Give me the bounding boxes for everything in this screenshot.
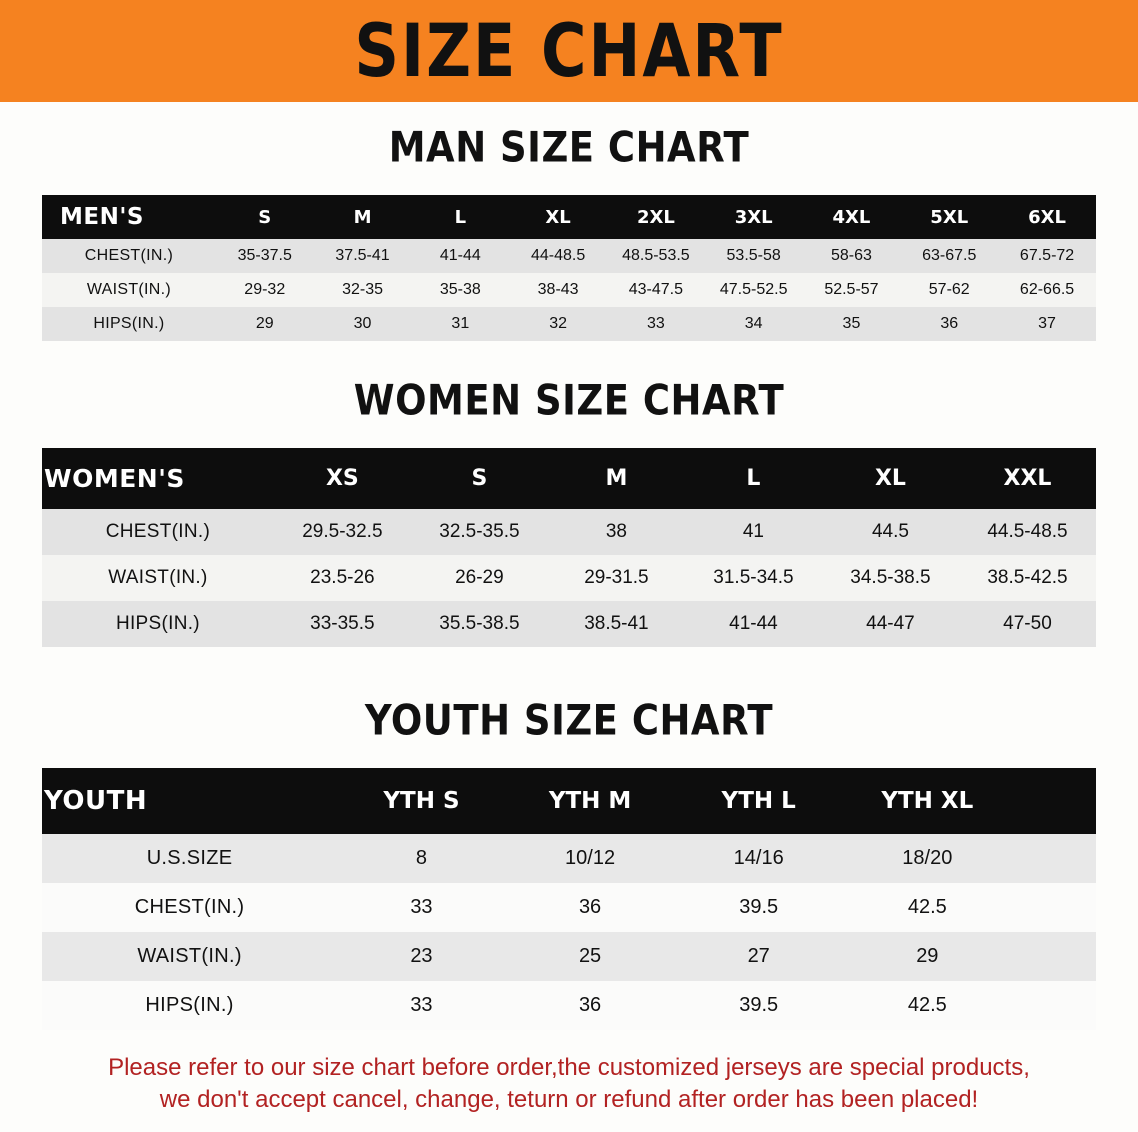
men-size-header: M bbox=[314, 195, 412, 239]
table-cell: 47.5-52.5 bbox=[705, 273, 803, 307]
youth-size-header: YTH M bbox=[506, 768, 675, 834]
table-cell: 36 bbox=[506, 883, 675, 932]
table-cell: 23.5-26 bbox=[274, 555, 411, 601]
row-label: WAIST(IN.) bbox=[42, 932, 337, 981]
table-cell: 38 bbox=[548, 509, 685, 555]
men-size-header: L bbox=[411, 195, 509, 239]
table-cell: 26-29 bbox=[411, 555, 548, 601]
table-cell: 31.5-34.5 bbox=[685, 555, 822, 601]
table-cell: 36 bbox=[900, 307, 998, 341]
youth-size-table bbox=[42, 768, 1096, 1030]
table-row bbox=[42, 981, 1096, 1030]
table-cell: 33 bbox=[337, 883, 506, 932]
men-table-head bbox=[42, 195, 1096, 239]
table-cell: 34.5-38.5 bbox=[822, 555, 959, 601]
table-cell: 38.5-42.5 bbox=[959, 555, 1096, 601]
table-row bbox=[42, 883, 1096, 932]
disclaimer-line-1: Please refer to our size chart before order,the customized jerseys are special products, bbox=[108, 1054, 1030, 1081]
table-row bbox=[42, 601, 1096, 647]
table-row bbox=[42, 307, 1096, 341]
row-label: HIPS(IN.) bbox=[42, 601, 274, 647]
table-cell: 41 bbox=[685, 509, 822, 555]
table-cell: 63-67.5 bbox=[900, 239, 998, 273]
table-cell: 52.5-57 bbox=[803, 273, 901, 307]
table-cell: 29-32 bbox=[216, 273, 314, 307]
table-cell: 31 bbox=[411, 307, 509, 341]
table-cell: 32 bbox=[509, 307, 607, 341]
table-cell: 44.5-48.5 bbox=[959, 509, 1096, 555]
table-header-row bbox=[42, 448, 1096, 509]
table-cell: 23 bbox=[337, 932, 506, 981]
women-table-head bbox=[42, 448, 1096, 509]
table-cell: 10/12 bbox=[506, 834, 675, 883]
row-label: WAIST(IN.) bbox=[42, 273, 216, 307]
table-cell: 41-44 bbox=[685, 601, 822, 647]
row-label: CHEST(IN.) bbox=[42, 509, 274, 555]
table-row bbox=[42, 834, 1096, 883]
women-corner-label: WOMEN'S bbox=[42, 448, 274, 509]
youth-header-spacer bbox=[1012, 768, 1096, 834]
table-cell: 44-48.5 bbox=[509, 239, 607, 273]
table-cell: 42.5 bbox=[843, 883, 1012, 932]
table-cell: 36 bbox=[506, 981, 675, 1030]
table-row bbox=[42, 555, 1096, 601]
table-cell: 29 bbox=[216, 307, 314, 341]
men-size-header: 3XL bbox=[705, 195, 803, 239]
page-banner bbox=[0, 0, 1138, 102]
women-size-header: S bbox=[411, 448, 548, 509]
table-row bbox=[42, 509, 1096, 555]
table-header-row bbox=[42, 768, 1096, 834]
table-cell: 47-50 bbox=[959, 601, 1096, 647]
row-label: HIPS(IN.) bbox=[42, 981, 337, 1030]
disclaimer-note bbox=[40, 1052, 1098, 1117]
women-table-body bbox=[42, 509, 1096, 647]
table-cell: 29 bbox=[843, 932, 1012, 981]
men-size-header: 6XL bbox=[998, 195, 1096, 239]
youth-size-header: YTH XL bbox=[843, 768, 1012, 834]
row-label: WAIST(IN.) bbox=[42, 555, 274, 601]
row-label: CHEST(IN.) bbox=[42, 883, 337, 932]
table-cell: 27 bbox=[674, 932, 843, 981]
table-cell: 39.5 bbox=[674, 883, 843, 932]
table-cell: 53.5-58 bbox=[705, 239, 803, 273]
women-section-title: WOMEN SIZE CHART bbox=[353, 376, 785, 425]
table-cell-spacer bbox=[1012, 981, 1096, 1030]
men-size-header: S bbox=[216, 195, 314, 239]
youth-size-header: YTH L bbox=[674, 768, 843, 834]
table-row bbox=[42, 273, 1096, 307]
table-cell: 33 bbox=[337, 981, 506, 1030]
table-cell: 32-35 bbox=[314, 273, 412, 307]
table-cell: 30 bbox=[314, 307, 412, 341]
women-size-header: M bbox=[548, 448, 685, 509]
youth-section-title: YOUTH SIZE CHART bbox=[364, 696, 774, 745]
women-size-table bbox=[42, 448, 1096, 647]
table-cell: 67.5-72 bbox=[998, 239, 1096, 273]
youth-corner-label: YOUTH bbox=[42, 768, 337, 834]
table-cell: 58-63 bbox=[803, 239, 901, 273]
table-cell: 44-47 bbox=[822, 601, 959, 647]
table-cell: 41-44 bbox=[411, 239, 509, 273]
men-table-body bbox=[42, 239, 1096, 341]
youth-table-body bbox=[42, 834, 1096, 1030]
table-cell: 14/16 bbox=[674, 834, 843, 883]
table-cell: 57-62 bbox=[900, 273, 998, 307]
table-cell: 35-37.5 bbox=[216, 239, 314, 273]
men-section-title: MAN SIZE CHART bbox=[388, 123, 750, 172]
table-cell: 38-43 bbox=[509, 273, 607, 307]
women-size-header: XL bbox=[822, 448, 959, 509]
table-cell: 48.5-53.5 bbox=[607, 239, 705, 273]
men-size-table bbox=[42, 195, 1096, 341]
men-size-header: 4XL bbox=[803, 195, 901, 239]
table-row bbox=[42, 932, 1096, 981]
table-cell: 35-38 bbox=[411, 273, 509, 307]
women-size-header: L bbox=[685, 448, 822, 509]
table-cell: 43-47.5 bbox=[607, 273, 705, 307]
table-cell: 18/20 bbox=[843, 834, 1012, 883]
row-label: CHEST(IN.) bbox=[42, 239, 216, 273]
table-cell: 32.5-35.5 bbox=[411, 509, 548, 555]
table-header-row bbox=[42, 195, 1096, 239]
table-cell: 35.5-38.5 bbox=[411, 601, 548, 647]
row-label: HIPS(IN.) bbox=[42, 307, 216, 341]
table-row bbox=[42, 239, 1096, 273]
row-label: U.S.SIZE bbox=[42, 834, 337, 883]
table-cell: 62-66.5 bbox=[998, 273, 1096, 307]
table-cell: 29.5-32.5 bbox=[274, 509, 411, 555]
table-cell: 42.5 bbox=[843, 981, 1012, 1030]
table-cell-spacer bbox=[1012, 883, 1096, 932]
women-size-header: XXL bbox=[959, 448, 1096, 509]
youth-table-wrap bbox=[42, 768, 1096, 1030]
men-size-header: 5XL bbox=[900, 195, 998, 239]
men-size-header: 2XL bbox=[607, 195, 705, 239]
page-title: SIZE CHART bbox=[354, 7, 784, 94]
table-cell: 39.5 bbox=[674, 981, 843, 1030]
men-size-header: XL bbox=[509, 195, 607, 239]
disclaimer-line-2: we don't accept cancel, change, teturn or refund after order has been placed! bbox=[159, 1086, 979, 1114]
table-cell: 34 bbox=[705, 307, 803, 341]
women-table-wrap bbox=[42, 448, 1096, 647]
youth-size-header: YTH S bbox=[337, 768, 506, 834]
men-table-wrap bbox=[42, 195, 1096, 341]
table-cell-spacer bbox=[1012, 834, 1096, 883]
table-cell: 37 bbox=[998, 307, 1096, 341]
table-cell-spacer bbox=[1012, 932, 1096, 981]
table-cell: 33-35.5 bbox=[274, 601, 411, 647]
table-cell: 25 bbox=[506, 932, 675, 981]
table-cell: 29-31.5 bbox=[548, 555, 685, 601]
table-cell: 8 bbox=[337, 834, 506, 883]
table-cell: 44.5 bbox=[822, 509, 959, 555]
table-cell: 38.5-41 bbox=[548, 601, 685, 647]
women-size-header: XS bbox=[274, 448, 411, 509]
table-cell: 33 bbox=[607, 307, 705, 341]
table-cell: 35 bbox=[803, 307, 901, 341]
men-corner-label: MEN'S bbox=[42, 195, 216, 239]
youth-table-head bbox=[42, 768, 1096, 834]
table-cell: 37.5-41 bbox=[314, 239, 412, 273]
